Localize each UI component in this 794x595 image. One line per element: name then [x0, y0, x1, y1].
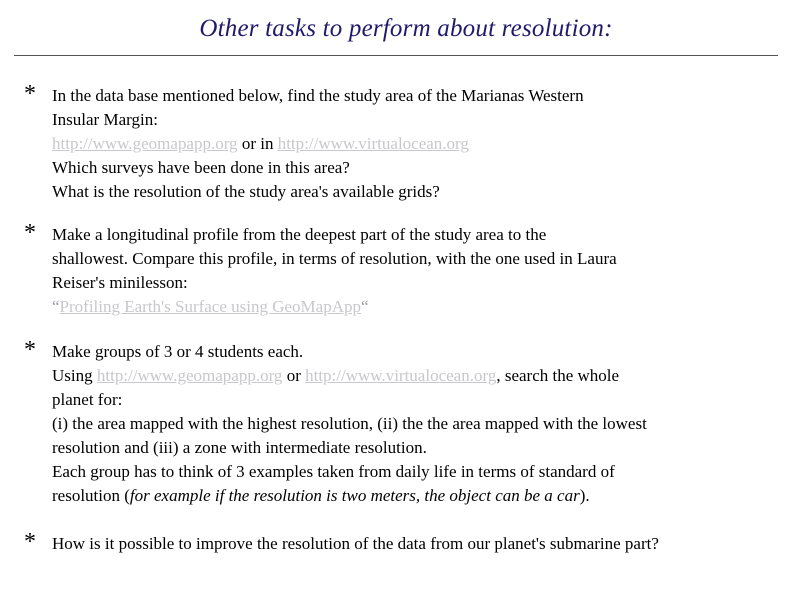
task-2-line-1: Make a longitudinal profile from the deepest part of the study area to the [52, 225, 547, 244]
task-3-example-text: for example if the resolution is two meters, the object can be a car [129, 486, 580, 505]
open-quote: “ [52, 297, 60, 316]
task-3-links-line [52, 364, 787, 388]
task-3-line-7 [52, 484, 787, 508]
task-2-minilesson-line [52, 295, 787, 319]
page-title: Other tasks to perform about resolution: [199, 15, 613, 42]
title-divider [14, 55, 778, 56]
task-3-line-7-end: ). [579, 486, 590, 505]
task-1-links-line [52, 132, 787, 156]
geomapapp-link-2[interactable]: http://www.geomapapp.org [96, 366, 283, 385]
task-item-2 [52, 223, 787, 319]
task-4-line-1: How is it possible to improve the resolution of the data from our planet's submarine part? [52, 534, 659, 553]
task-1-line-4: Which surveys have been done in this area? [52, 158, 350, 177]
task-1-line-5: What is the resolution of the study area's available grids? [52, 182, 440, 201]
task-item-4 [52, 532, 787, 556]
task-3-line-7-start: resolution ( [52, 486, 130, 505]
task-3-line-1: Make groups of 3 or 4 students each. [52, 342, 304, 361]
task-1-line-2: Insular Margin: [52, 110, 158, 129]
task-3-or-text: or [282, 366, 306, 385]
task-1-or-text: or in [237, 134, 278, 153]
task-2-line-2: shallowest. Compare this profile, in terms of resolution, with the one used in Laura [52, 249, 617, 268]
task-2-line-3: Reiser's minilesson: [52, 273, 188, 292]
bullet-marker-4: * [24, 529, 36, 555]
task-3-line-3: planet for: [52, 390, 123, 409]
task-3-using-text: Using [52, 366, 97, 385]
virtualocean-link[interactable]: http://www.virtualocean.org [277, 134, 469, 153]
task-3-search-text: , search the whole [496, 366, 620, 385]
task-1-line-1: In the data base mentioned below, find the study area of the Marianas Western [52, 86, 584, 105]
bullet-marker-3: * [24, 337, 36, 363]
task-3-line-6: Each group has to think of 3 examples taken from daily life in terms of standard of [52, 462, 615, 481]
bullet-marker-1: * [24, 81, 36, 107]
geomapapp-link[interactable]: http://www.geomapapp.org [52, 134, 238, 153]
task-item-1 [52, 84, 787, 204]
task-item-3 [52, 340, 787, 508]
task-3-line-5: resolution and (iii) a zone with intermediate resolution. [52, 438, 427, 457]
task-3-line-4: (i) the area mapped with the highest resolution, (ii) the the area mapped with the lowest [52, 414, 647, 433]
bullet-marker-2: * [24, 220, 36, 246]
close-quote: “ [361, 297, 369, 316]
minilesson-link[interactable]: Profiling Earth's Surface using GeoMapApp [59, 297, 361, 316]
virtualocean-link-2[interactable]: http://www.virtualocean.org [305, 366, 497, 385]
